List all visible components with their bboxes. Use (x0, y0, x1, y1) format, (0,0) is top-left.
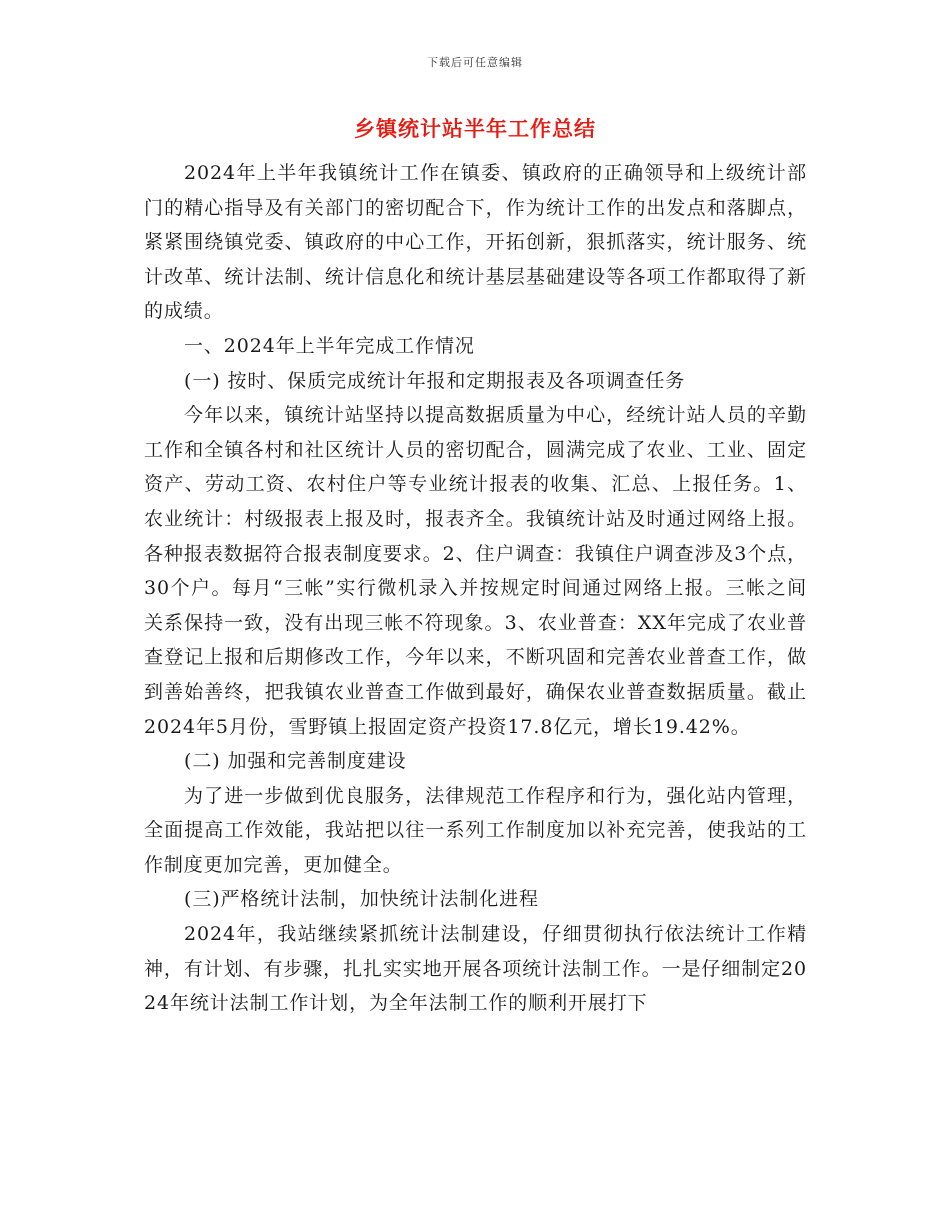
subsection-heading-2: (二) 加强和完善制度建设 (184, 750, 407, 773)
section-heading-1: 一、2024年上半年完成工作情况 (184, 334, 475, 357)
paragraph-rules: 为了进一步做到优良服务，法律规范工作程序和行为，强化站内管理，全面提高工作效能，我站把以往一系列工作制度加以补充完善，使我站的工作制度更加完善，更加健全。 (144, 784, 807, 876)
document-title: 乡镇统计站半年工作总结 (354, 116, 596, 141)
subsection-heading-1: (一) 按时、保质完成统计年报和定期报表及各项调查任务 (184, 369, 686, 392)
paragraph-reports: 今年以来，镇统计站坚持以提高数据质量为中心，经统计站人员的辛勤工作和全镇各村和社区统计人员的密切配合，圆满完成了农业、工业、固定资产、劳动工资、农村住户等专业统计报表的收集、汇总、上报任务。1、农业统计：村级报表上报及时，报表齐全。我镇统计站及时通过网络上报。各种报表数据符合报表制度要求。2、住户调查：我镇住户调查涉及3个点，30个户。每月“三帐”实行微机录入并按规定时间通过网络上报。三帐之间关系保持一致，没有出现三帐不符现象。3、农业普查：XX年完成了农业普查登记上报和后期修改工作，今年以来，不断巩固和完善农业普查工作，做到善始善终，把我镇农业普查工作做到最好，确保农业普查数据质量。截止2024年5月份，雪野镇上报固定资产投资17.8亿元，增长19.42%。 (144, 404, 807, 738)
subsection-heading-3: (三)严格统计法制，加快统计法制化进程 (184, 888, 539, 911)
paragraph-intro: 2024年上半年我镇统计工作在镇委、镇政府的正确领导和上级统计部门的精心指导及有关部门的密切配合下，作为统计工作的出发点和落脚点，紧紧围绕镇党委、镇政府的中心工作，开拓创新，狠抓落实，统计服务、统计改革、统计法制、统计信息化和统计基层基础建设等各项工作都取得了新的成绩。 (144, 162, 807, 323)
paragraph-law: 2024年，我站继续紧抓统计法制建设，仔细贯彻执行依法统计工作精神，有计划、有步骤，扎扎实实地开展各项统计法制工作。一是仔细制定2024年统计法制工作计划，为全年法制工作的顺利开展打下 (144, 923, 807, 1015)
header-note: 下载后可任意编辑 (427, 56, 523, 69)
document-body (144, 156, 807, 1021)
